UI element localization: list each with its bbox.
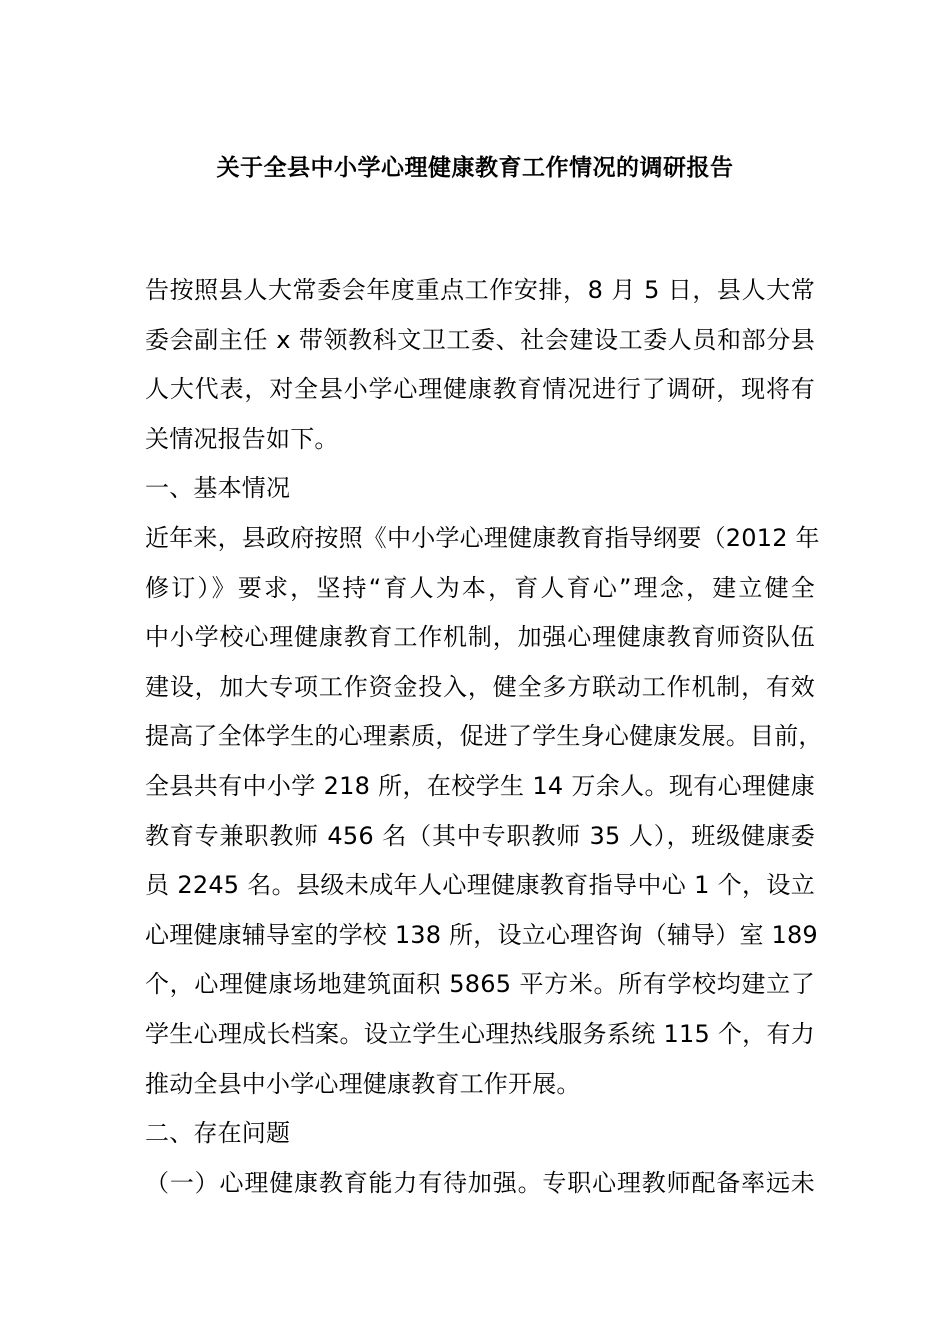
body-line: 提高了全体学生的心理素质，促进了学生身心健康发展。目前，	[145, 722, 823, 751]
body-line: （一）心理健康教育能力有待加强。专职心理教师配备率远未	[145, 1168, 815, 1197]
body-line: 委会副主任 x 带领教科文卫工委、社会建设工委人员和部分县	[145, 325, 815, 354]
document-body	[145, 266, 823, 1208]
section-heading: 一、基本情况	[145, 474, 291, 503]
body-line: 告按照县人大常委会年度重点工作安排，8 月 5 日，县人大常	[145, 276, 815, 304]
body-line: 近年来，县政府按照《中小学心理健康教育指导纲要（2012 年	[145, 523, 820, 552]
body-line: 关情况报告如下。	[145, 424, 339, 453]
body-line: 个，心理健康场地建筑面积 5865 平方米。所有学校均建立了	[145, 970, 815, 999]
section-heading: 二、存在问题	[145, 1119, 291, 1148]
body-line: 中小学校心理健康教育工作机制，加强心理健康教育师资队伍	[145, 623, 815, 652]
body-line: 学生心理成长档案。设立学生心理热线服务系统 115 个，有力	[145, 1019, 815, 1048]
body-line: 人大代表，对全县小学心理健康教育情况进行了调研，现将有	[145, 375, 815, 404]
body-line: 员 2245 名。县级未成年人心理健康教育指导中心 1 个，设立	[145, 871, 815, 900]
body-line: 教育专兼职教师 456 名（其中专职教师 35 人），班级健康委	[145, 821, 815, 850]
body-line: 推动全县中小学心理健康教育工作开展。	[145, 1069, 581, 1098]
body-line: 心理健康辅导室的学校 138 所，设立心理咨询（辅导）室 189	[145, 920, 818, 949]
body-line: 建设，加大专项工作资金投入，健全多方联动工作机制，有效	[145, 672, 815, 701]
body-line: 全县共有中小学 218 所，在校学生 14 万余人。现有心理健康	[145, 771, 815, 800]
body-line: 修订）》要求，坚持“育人为本，育人育心”理念，建立健全	[145, 573, 815, 602]
document-title: 关于全县中小学心理健康教育工作情况的调研报告	[216, 155, 734, 181]
